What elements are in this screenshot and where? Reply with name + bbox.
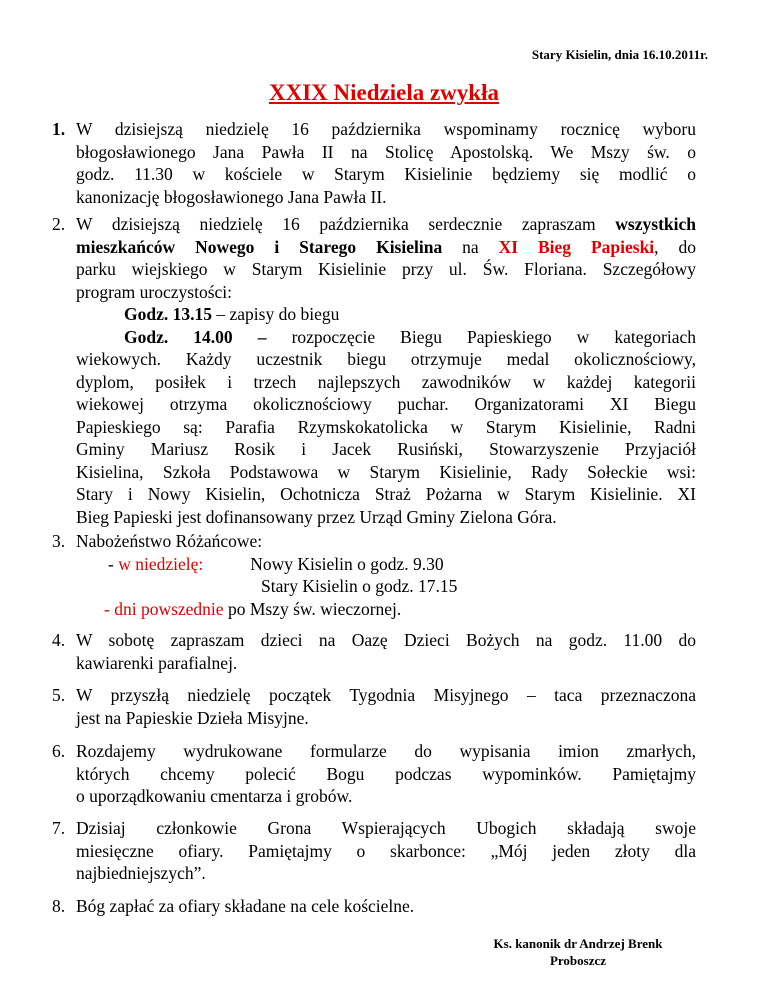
rosary-sunday-line-2: Stary Kisielin o godz. 17.15: [261, 576, 458, 596]
text-line: [76, 213, 696, 236]
announcement-2: [52, 213, 696, 528]
text-line: [76, 236, 696, 259]
text-line: Bóg zapłać za ofiary składane na cele kościelne.: [76, 896, 415, 916]
text-line: wiekowej otrzyma okolicznościowy puchar. Organizatorami XI Biegu: [76, 394, 696, 414]
text-line: parku wiejskiego w Starym Kisielinie przy ul. Św. Floriana. Szczegółowy: [76, 259, 696, 279]
text-line: W przyszłą niedzielę początek Tygodnia Misyjnego – taca przeznaczona: [76, 685, 696, 705]
schedule-text: rozpoczęcie Biegu Papieskiego w kategoriach: [266, 326, 696, 347]
page-title: XXIX Niedziela zwykła: [269, 80, 499, 105]
text-line: Papieskiego są: Parafia Rzymskokatolicka w Starym Kisielinie, Radni: [76, 416, 696, 437]
signature-role: Proboszcz: [549, 952, 607, 968]
item-number: 6.: [52, 741, 66, 761]
schedule-time: Godz. 13.15: [124, 304, 212, 324]
text-line: błogosławionego Jana Pawła II na Stolicę Apostolską. We Mszy św. o: [76, 141, 696, 162]
date-line: Stary Kisielin, dnia 16.10.2011r.: [531, 47, 708, 62]
event-name: XI Bieg Papieski: [498, 236, 655, 257]
text-line: godz. 11.30 w kościele w Starym Kisielinie będziemy się modlić o: [76, 164, 696, 184]
item-number: 3.: [52, 531, 66, 551]
bold-text: wszystkich: [615, 214, 696, 234]
item-number: 4.: [52, 630, 66, 650]
rosary-weekday-line: [76, 598, 696, 621]
text-line: których chcemy polecić Bogu podczas wypominków. Pamiętajmy: [76, 763, 696, 784]
text-line: W dzisiejszą niedzielę 16 października wspominamy rocznicę wyboru: [76, 119, 696, 139]
schedule-line: [76, 303, 696, 326]
text-span: W dzisiejszą niedzielę 16 października serdecznie zapraszam: [76, 214, 616, 234]
text-line: Gminy Mariusz Rosik i Jacek Rusiński, Stowarzyszenie Przyjaciół: [76, 439, 696, 459]
item-number: 5.: [52, 685, 66, 705]
announcement-3: [52, 530, 696, 620]
rosary-sunday-label: w niedzielę:: [118, 553, 204, 574]
text-line: Kisielina, Szkoła Podstawowa w Starym Kisielinie, Rady Sołeckie wsi:: [76, 461, 696, 482]
list-dash: -: [104, 598, 115, 619]
text-line: Stary i Nowy Kisielin, Ochotnicza Straż Pożarna w Starym Kisielinie. XI: [76, 484, 696, 504]
announcement-8: [52, 895, 696, 918]
announcement-4: [52, 629, 696, 674]
text-line: o uporządkowaniu cmentarza i grobów.: [76, 786, 353, 806]
schedule-line: [76, 326, 696, 349]
item-number: 7.: [52, 818, 66, 838]
text-line: Bieg Papieski jest dofinansowany przez Urząd Gminy Zielona Góra.: [76, 506, 557, 527]
signature-block: [468, 936, 688, 969]
item-number: 1.: [52, 119, 66, 139]
signature-name: Ks. kanonik dr Andrzej Brenk: [493, 936, 663, 951]
text-line: kawiarenki parafialnej.: [76, 652, 238, 673]
schedule-text: – zapisy do biegu: [212, 304, 340, 324]
text-line: jest na Papieskie Dzieła Misyjne.: [76, 707, 309, 728]
rosary-sunday-line: [76, 553, 696, 576]
text-span: , do: [654, 236, 696, 257]
item-number: 2.: [52, 214, 66, 234]
bold-text: mieszkańców Nowego i Starego Kisielina: [76, 236, 443, 257]
text-line: program uroczystości:: [76, 281, 232, 302]
rosary-time: Nowy Kisielin o godz. 9.30: [250, 553, 444, 574]
text-line: wiekowych. Każdy uczestnik biegu otrzymuje medal okolicznościowy,: [76, 349, 696, 369]
announcement-1: [52, 118, 696, 208]
text-line: miesięczne ofiary. Pamiętajmy o skarbonce: „Mój jeden złoty dla: [76, 840, 696, 861]
text-line: najbiedniejszych”.: [76, 863, 206, 883]
announcement-5: [52, 684, 696, 729]
rosary-weekday-label: dni powszednie: [114, 598, 224, 619]
text-line: Rozdajemy wydrukowane formularze do wypisania imion zmarłych,: [76, 741, 696, 761]
text-line: kanonizację błogosławionego Jana Pawła II.: [76, 186, 387, 207]
text-span: na: [442, 236, 499, 257]
item-number: 8.: [52, 896, 66, 916]
rosary-time: po Mszy św. wieczornej.: [223, 598, 402, 619]
text-line: dyplom, posiłek i trzech najlepszych zawodników w każdej kategorii: [76, 371, 696, 392]
announcement-6: [52, 740, 696, 808]
text-line: Dzisiaj członkowie Grona Wspierających Ubogich składają swoje: [76, 818, 696, 838]
list-dash: -: [108, 553, 119, 574]
schedule-time: Godz. 14.00 –: [124, 326, 267, 347]
announcement-7: [52, 817, 696, 885]
text-line: Nabożeństwo Różańcowe:: [76, 531, 263, 551]
text-line: W sobotę zapraszam dzieci na Oazę Dzieci Bożych na godz. 11.00 do: [76, 630, 696, 650]
